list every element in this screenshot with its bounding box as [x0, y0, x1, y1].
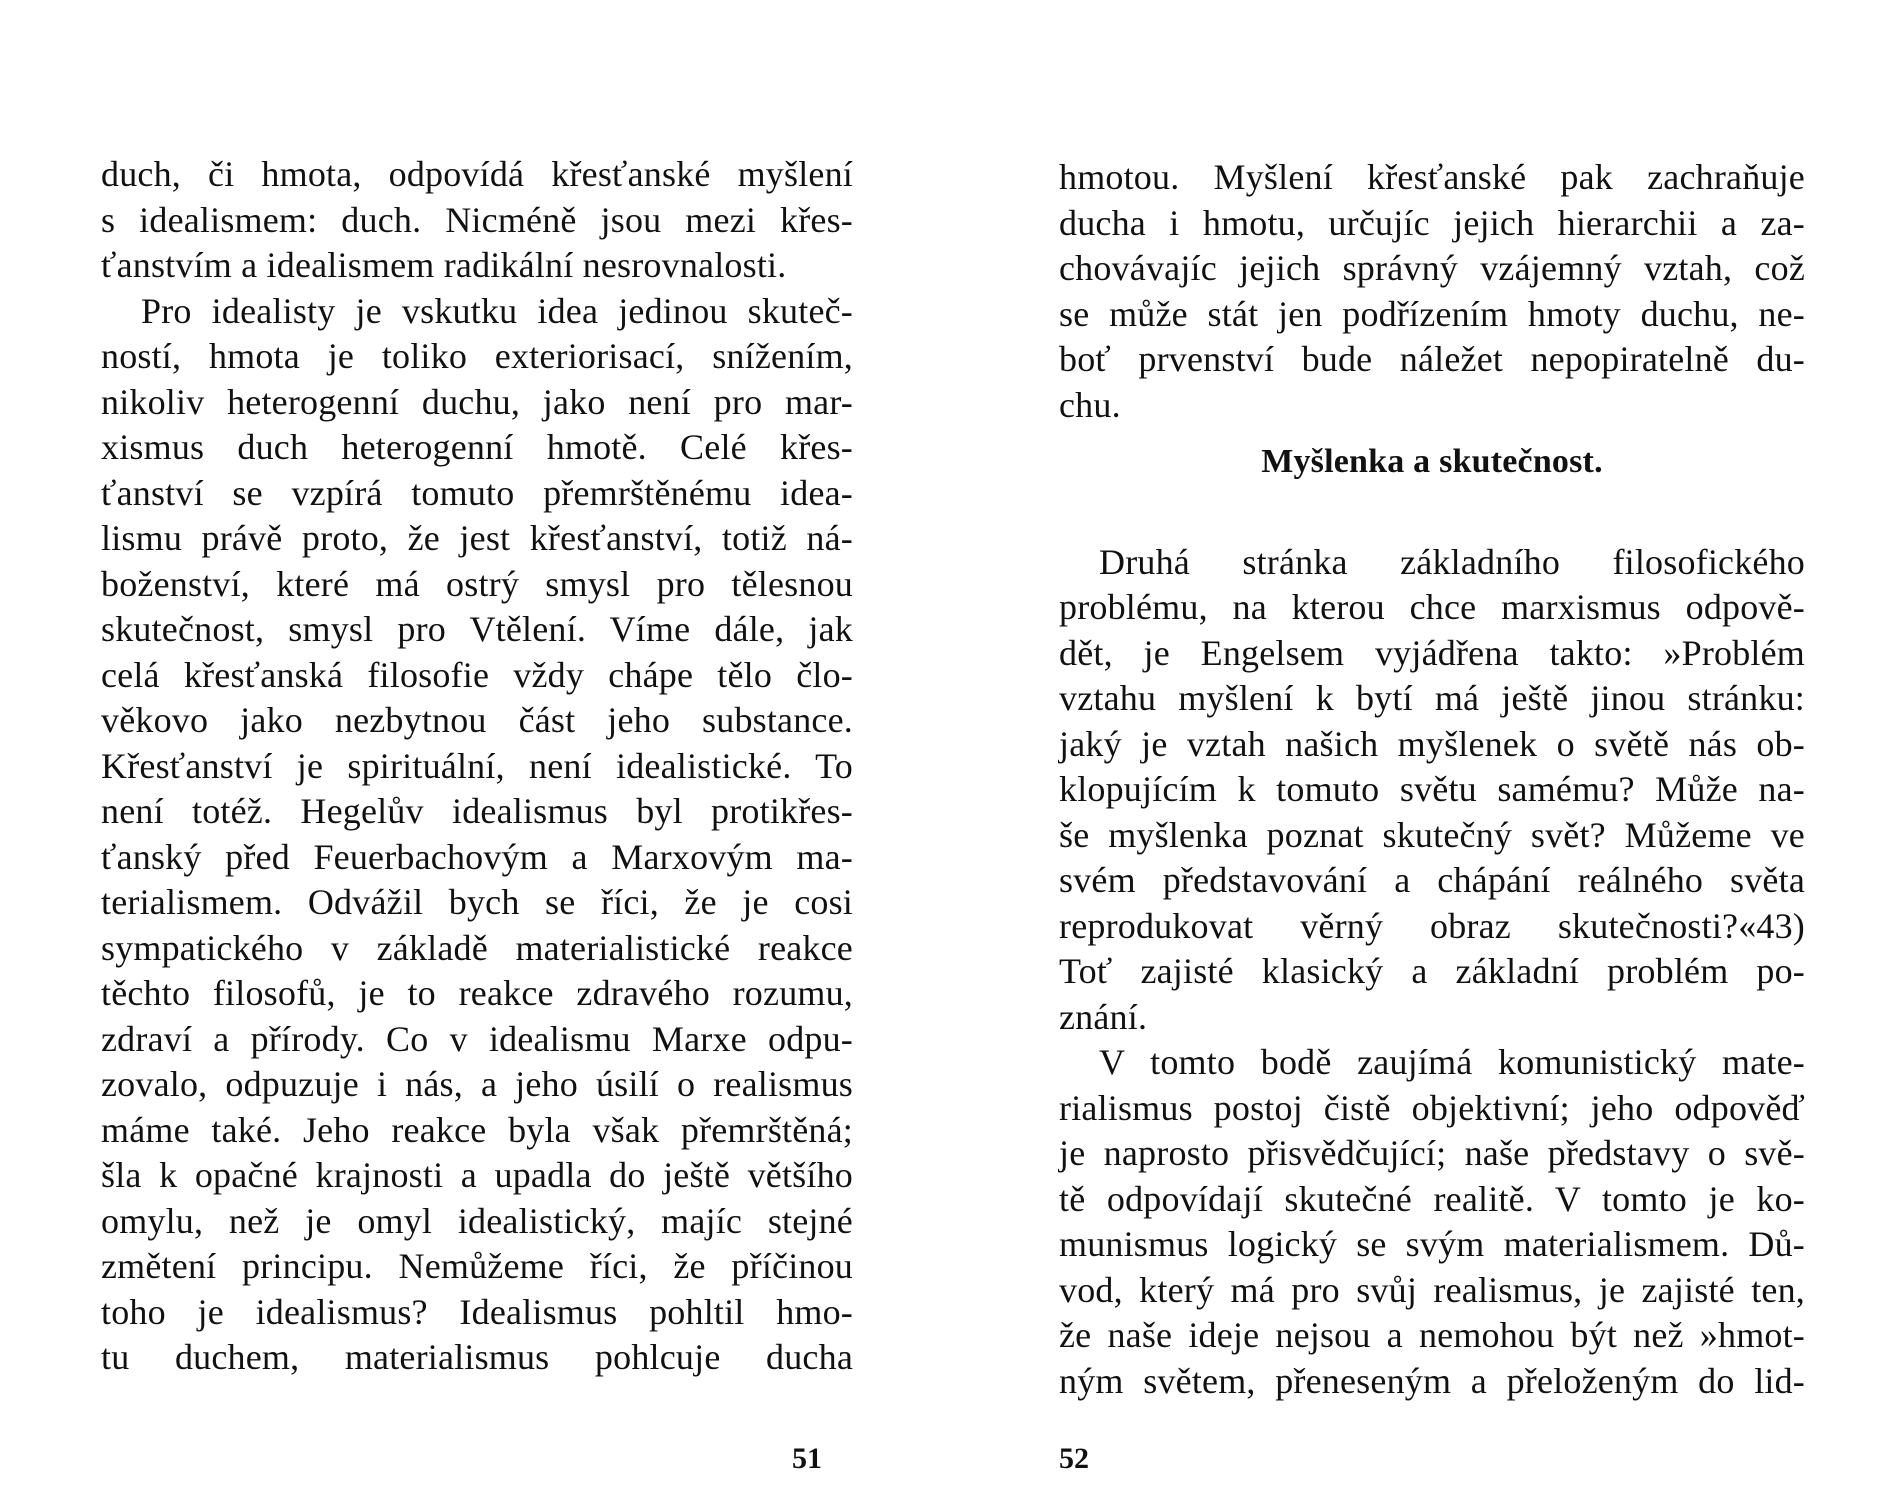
- text-line: še myšlenka poznat skutečný svět? Můžeme ve: [1059, 814, 1805, 855]
- page-number: 51: [792, 1442, 822, 1475]
- right-page: [949, 0, 1898, 1500]
- text-line: Toť zajisté klasický a základní problém po-: [1059, 951, 1805, 991]
- text-line: chu.: [1059, 384, 1121, 425]
- paragraph-start-line: V tomto bodě zaujímá komunistický mate-: [1099, 1042, 1805, 1082]
- text-line: duch, či hmota, odpovídá křesťanské myšlení: [101, 154, 853, 194]
- text-line: svém představování a chápání reálného světa: [1059, 860, 1805, 900]
- paragraph-start-line: Pro idealisty je vskutku idea jedinou skuteč-: [141, 290, 853, 331]
- text-line: šla k opačné krajnosti a upadla do ještě většího: [101, 1155, 853, 1195]
- text-line: věkovo jako nezbytnou část jeho substance.: [101, 700, 853, 740]
- text-line: xismus duch heterogenní hmotě. Celé křes-: [101, 427, 853, 467]
- text-line: chovávajíc jejich správný vzájemný vztah, což: [1059, 248, 1805, 288]
- text-line: toho je idealismus? Idealismus pohltil hmo-: [101, 1291, 853, 1332]
- text-line: s idealismem: duch. Nicméně jsou mezi křes-: [101, 199, 853, 240]
- text-line: máme také. Jeho reakce byla však přemrštěná;: [101, 1109, 853, 1150]
- text-line: vztahu myšlení k bytí má ještě jinou stránku:: [1059, 678, 1805, 718]
- text-line: ností, hmota je toliko exteriorisací, snížením,: [101, 336, 853, 376]
- text-line: rialismus postoj čistě objektivní; jeho odpověď: [1059, 1087, 1805, 1128]
- paragraph-start-line: Druhá stránka základního filosofického: [1099, 541, 1805, 582]
- text-line: ťanství se vzpírá tomuto přemrštěnému idea-: [101, 472, 853, 513]
- text-line: lismu právě proto, že jest křesťanství, totiž ná-: [101, 518, 853, 558]
- text-line: problému, na kterou chce marxismus odpově-: [1059, 587, 1805, 627]
- text-line: ťanstvím a idealismem radikální nesrovnalosti.: [101, 245, 787, 285]
- text-line: ducha i hmotu, určujíc jejich hierarchii a za-: [1059, 202, 1805, 243]
- text-line: není totéž. Hegelův idealismus byl protikřes-: [101, 791, 853, 831]
- text-line: že naše ideje nejsou a nemohou být než »hmot-: [1059, 1315, 1805, 1355]
- text-line: je naprosto přisvědčující; naše představy o svě-: [1059, 1133, 1805, 1173]
- text-line: zovalo, odpuzuje i nás, a jeho úsilí o realismus: [101, 1064, 853, 1104]
- text-line: terialismem. Odvážil bych se říci, že je cosi: [101, 882, 853, 922]
- text-line: klopujícím k tomuto světu samému? Může na-: [1059, 769, 1805, 809]
- text-line: boženství, které má ostrý smysl pro tělesnou: [101, 563, 853, 604]
- text-line: boť prvenství bude náležet nepopiratelně du-: [1059, 339, 1805, 379]
- text-line: skutečnost, smysl pro Vtělení. Víme dále, jak: [101, 609, 853, 649]
- text-line: ným světem, přeneseným a přeloženým do lid-: [1059, 1360, 1805, 1401]
- text-line: znání.: [1059, 996, 1148, 1037]
- text-line: nikoliv heterogenní duchu, jako není pro mar-: [101, 381, 853, 422]
- left-page-text: [101, 152, 853, 1381]
- text-line: těchto filosofů, je to reakce zdravého rozumu,: [101, 973, 853, 1013]
- text-line: reprodukovat věrný obraz skutečnosti?«43): [1059, 905, 1805, 946]
- text-line: hmotou. Myšlení křesťanské pak zachraňuje: [1059, 157, 1805, 197]
- text-line: jaký je vztah našich myšlenek o světě nás ob-: [1059, 723, 1805, 764]
- text-line: zdraví a přírody. Co v idealismu Marxe odpu-: [101, 1018, 853, 1059]
- right-page-text: [1059, 155, 1805, 1404]
- section-heading: Myšlenka a skutečnost.: [1261, 443, 1603, 480]
- text-line: změtení principu. Nemůžeme říci, že příčinou: [101, 1246, 853, 1286]
- text-line: munismus logický se svým materialismem. Dů-: [1059, 1224, 1805, 1264]
- text-line: sympatického v základě materialistické reakce: [101, 927, 853, 968]
- text-line: dět, je Engelsem vyjádřena takto: »Problém: [1059, 632, 1805, 673]
- page-number: 52: [1059, 1442, 1089, 1475]
- text-line: se může stát jen podřízením hmoty duchu, ne-: [1059, 293, 1805, 334]
- text-line: Křesťanství je spirituální, není idealistické. To: [101, 745, 853, 786]
- text-line: celá křesťanská filosofie vždy chápe tělo člo-: [101, 654, 853, 695]
- text-line: tě odpovídají skutečné realitě. V tomto je ko-: [1059, 1178, 1805, 1219]
- text-line: vod, který má pro svůj realismus, je zajisté ten,: [1059, 1269, 1805, 1310]
- text-line: tu duchem, materialismus pohlcuje ducha: [101, 1337, 853, 1377]
- text-line: omylu, než je omyl idealistický, majíc stejné: [101, 1200, 853, 1241]
- text-line: ťanský před Feuerbachovým a Marxovým ma-: [101, 836, 853, 877]
